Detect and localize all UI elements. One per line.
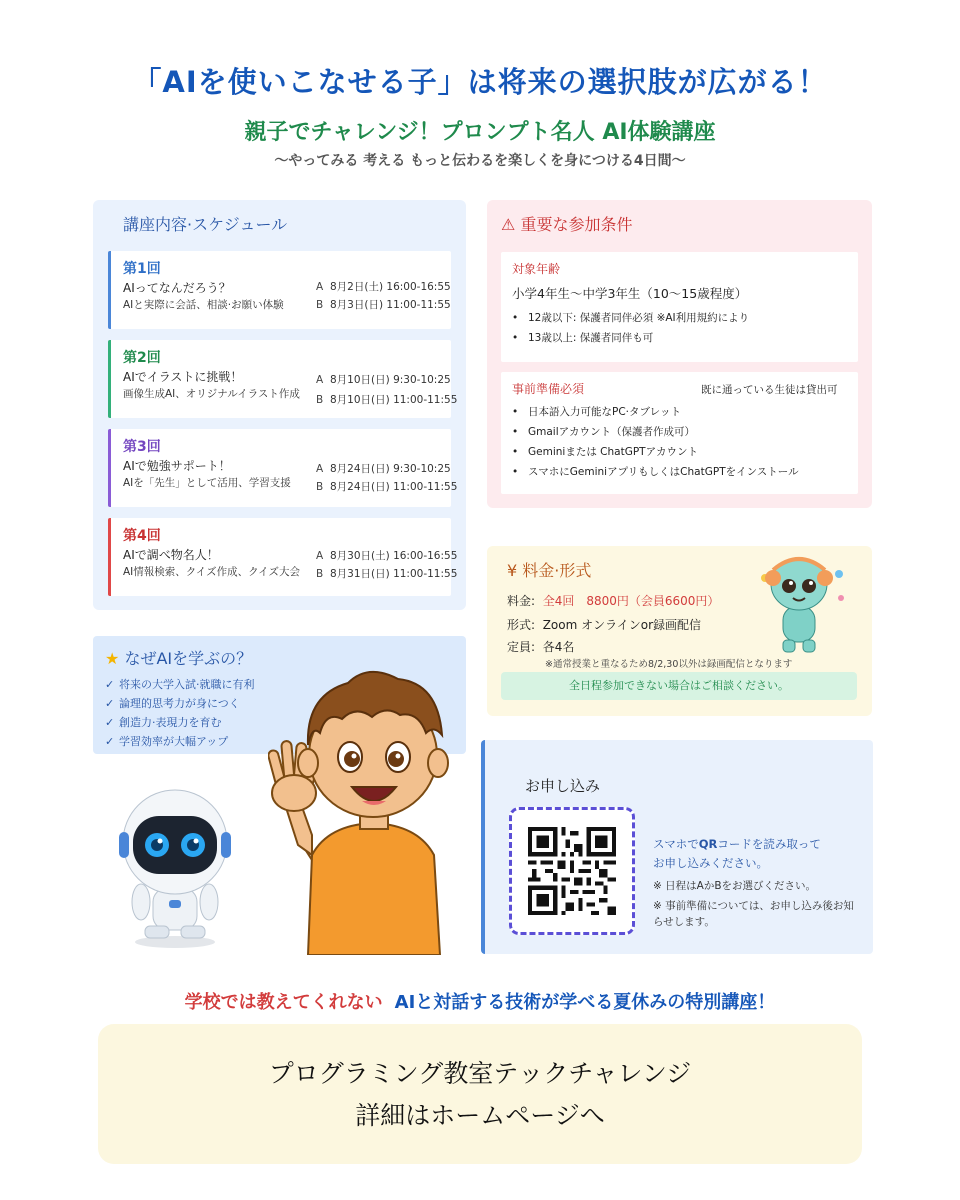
- list-item: [105, 676, 255, 695]
- check-icon: ✓: [105, 735, 115, 748]
- format-row: [507, 616, 701, 633]
- session-slot-a: [316, 372, 451, 387]
- session-description: AIを「先生」として活用、学習支援: [123, 477, 291, 489]
- session-number: 第4回: [123, 528, 161, 544]
- session-description: 画像生成AI、オリジナルイラスト作成: [123, 388, 300, 400]
- robot-illustration: [105, 780, 245, 950]
- list-item-text: Gmailアカウント（保護者作成可）: [528, 426, 696, 438]
- age-label: 対象年齢: [512, 262, 561, 276]
- qr-instruction-pre: スマホで: [653, 837, 699, 851]
- age-list: [512, 310, 749, 350]
- list-item-text: 創造力·表現力を育む: [119, 716, 222, 729]
- conditions-panel: [487, 200, 872, 508]
- prep-box: [501, 372, 858, 494]
- list-item: [105, 714, 255, 733]
- list-item: [512, 444, 799, 464]
- session-name: AIで調べ物名人！: [123, 548, 219, 562]
- slot-label-b: B: [316, 299, 324, 311]
- slot-label-a: A: [316, 281, 324, 293]
- apply-note-prep: ※ 事前準備については、お申し込み後お知らせします。: [653, 900, 854, 928]
- list-item: [512, 424, 799, 444]
- list-item-text: 将来の大学入試·就職に有利: [119, 678, 255, 691]
- prep-list: [512, 404, 799, 484]
- bullet-icon: •: [512, 332, 519, 344]
- slot-time-a: 8月24日(日) 9:30-10:25: [330, 463, 451, 475]
- check-icon: ✓: [105, 678, 115, 691]
- prep-label: 事前準備必須: [512, 382, 585, 396]
- banner-rest-text: と対話する技術が学べる夏休みの特別講座！: [415, 992, 776, 1013]
- session-card-1: [108, 251, 451, 329]
- list-item: [512, 404, 799, 424]
- qr-code[interactable]: [528, 827, 616, 915]
- list-item: [512, 464, 799, 484]
- banner-ai-text: AI: [394, 992, 416, 1013]
- session-card-2: [108, 340, 458, 418]
- slot-time-a: 8月10日(日) 9:30-10:25: [330, 374, 451, 386]
- qr-code-frame[interactable]: [509, 807, 635, 935]
- school-name: プログラミング教室テックチャレンジ: [268, 1059, 692, 1088]
- fee-panel: [487, 546, 872, 716]
- session-name: AIでイラストに挑戦！: [123, 370, 243, 384]
- session-name: AIってなんだろう？: [123, 281, 231, 295]
- session-slot-a: [316, 548, 457, 563]
- session-slot-b: [316, 297, 451, 312]
- slot-time-a: 8月30日(土) 16:00-16:55: [330, 550, 458, 562]
- price-label: 料金:: [507, 594, 536, 608]
- list-item: [105, 695, 255, 714]
- list-item-text: スマホにGeminiアプリもしくはChatGPTをインストール: [528, 466, 799, 478]
- slot-label-b: B: [316, 394, 324, 406]
- why-ai-heading: [105, 646, 252, 669]
- session-slot-b: [316, 392, 457, 407]
- capacity-label: 定員:: [507, 640, 536, 654]
- session-description: AIと実際に会話、相談·お願い体験: [123, 299, 284, 311]
- slot-time-b: 8月31日(日) 11:00-11:55: [330, 568, 458, 580]
- list-item-text: 13歳以上: 保護者同伴も可: [528, 332, 654, 344]
- fee-heading: ¥ 料金·形式: [507, 561, 592, 580]
- slot-time-a: 8月2日(土) 16:00-16:55: [330, 281, 451, 293]
- session-card-3: [108, 429, 458, 507]
- session-slot-a: [316, 279, 451, 294]
- slot-label-b: B: [316, 568, 324, 580]
- check-icon: ✓: [105, 716, 115, 729]
- apply-panel: [481, 740, 873, 954]
- list-item-text: 12歳以下: 保護者同伴必須 ※AI利用規約により: [528, 312, 750, 324]
- list-item: [512, 330, 749, 350]
- price-value: 全4回 8800円（会員6600円）: [542, 594, 720, 608]
- session-number: 第2回: [123, 350, 161, 366]
- age-range: 小学4年生〜中学3年生（10〜15歳程度）: [512, 286, 748, 301]
- bullet-icon: •: [512, 312, 519, 324]
- list-item-text: 論理的思考力が身につく: [119, 697, 240, 710]
- warning-icon: ⚠: [501, 215, 516, 234]
- banner-red-text: 学校では教えてくれない: [184, 992, 383, 1013]
- fee-note: ※通常授業と重なるため8/2,30以外は録画配信となります: [545, 659, 793, 670]
- course-tagline: 〜やってみる 考える もっと伝わるを楽しくを身につける4日間〜: [274, 153, 686, 169]
- session-number: 第1回: [123, 261, 161, 277]
- format-label: 形式:: [507, 618, 536, 632]
- session-slot-a: [316, 461, 451, 476]
- slot-time-b: 8月3日(日) 11:00-11:55: [330, 299, 451, 311]
- slot-label-a: A: [316, 463, 324, 475]
- schedule-panel: [93, 200, 466, 610]
- bullet-icon: •: [512, 426, 519, 438]
- format-value: Zoom オンラインor録画配信: [542, 618, 702, 632]
- list-item: [512, 310, 749, 330]
- conditions-heading-text: 重要な参加条件: [520, 215, 633, 234]
- bullet-icon: •: [512, 446, 519, 458]
- check-icon: ✓: [105, 697, 115, 710]
- star-icon: ★: [105, 649, 120, 668]
- qr-instruction-qr: QR: [698, 837, 718, 851]
- conditions-heading: [501, 212, 632, 235]
- page-title: 「AIを使いこなせる子」は将来の選択肢が広がる！: [132, 65, 828, 99]
- bullet-icon: •: [512, 406, 519, 418]
- why-ai-heading-text: なぜAIを学ぶの？: [124, 649, 253, 668]
- apply-heading: お申し込み: [525, 777, 601, 795]
- session-name: AIで勉強サポート！: [123, 459, 231, 473]
- session-card-4: [108, 518, 458, 596]
- mascot-illustration: [749, 548, 849, 656]
- list-item-text: Geminiまたは ChatGPTアカウント: [528, 446, 698, 458]
- homepage-note[interactable]: 詳細はホームページへ: [355, 1101, 605, 1130]
- list-item: [105, 733, 255, 752]
- slot-label-a: A: [316, 550, 324, 562]
- course-subtitle: 親子でチャレンジ！プロンプト名人 AI体験講座: [244, 120, 716, 145]
- qr-instruction-1: [653, 836, 821, 852]
- qr-instruction-post: コードを読み取って: [717, 837, 821, 851]
- slot-time-b: 8月24日(日) 11:00-11:55: [330, 481, 458, 493]
- capacity-row: [507, 638, 574, 655]
- list-item-text: 学習効率が大幅アップ: [119, 735, 229, 748]
- capacity-value: 各4名: [542, 640, 575, 654]
- session-slot-b: [316, 566, 457, 581]
- slot-label-a: A: [316, 374, 324, 386]
- qr-instruction-2: お申し込みください。: [653, 856, 768, 870]
- consult-banner: 全日程参加できない場合はご相談ください。: [501, 672, 857, 700]
- slot-time-b: 8月10日(日) 11:00-11:55: [330, 394, 458, 406]
- special-course-banner: [0, 988, 960, 1014]
- price-row: [507, 592, 719, 609]
- why-ai-list: [105, 676, 255, 752]
- slot-label-b: B: [316, 481, 324, 493]
- age-box: [501, 252, 858, 362]
- footer-box: [98, 1024, 862, 1164]
- boy-illustration: [268, 655, 478, 955]
- session-number: 第3回: [123, 439, 161, 455]
- session-description: AI情報検索、クイズ作成、クイズ大会: [123, 566, 301, 578]
- prep-note: 既に通っている生徒は貸出可: [701, 384, 838, 396]
- schedule-heading: 講座内容·スケジュール: [123, 215, 288, 234]
- apply-note-schedule: ※ 日程はAかBをお選びください。: [653, 880, 817, 892]
- bullet-icon: •: [512, 466, 519, 478]
- session-slot-b: [316, 479, 457, 494]
- list-item-text: 日本語入力可能なPC·タブレット: [528, 406, 681, 418]
